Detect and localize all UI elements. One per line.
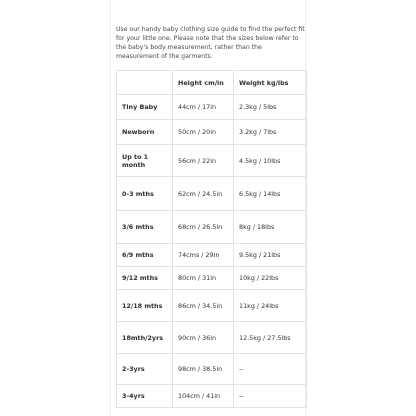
weight-cell: 3.2kg / 7lbs	[234, 120, 307, 145]
height-cell: 50cm / 20in	[173, 120, 234, 145]
size-cell: 0-3 mths	[117, 177, 173, 211]
height-cell: 90cm / 36in	[173, 322, 234, 354]
weight-cell: 9.5kg / 21lbs	[234, 244, 307, 267]
weight-cell: 6.5kg / 14lbs	[234, 177, 307, 211]
size-cell: 9/12 mths	[117, 267, 173, 290]
table-row	[117, 95, 307, 120]
weight-cell: 10kg / 22lbs	[234, 267, 307, 290]
table-row	[117, 145, 307, 177]
weight-cell: 4.5kg / 10lbs	[234, 145, 307, 177]
height-cell: 86cm / 34.5in	[173, 290, 234, 322]
size-cell: 6/9 mths	[117, 244, 173, 267]
size-cell: 2-3yrs	[117, 354, 173, 385]
table-row	[117, 290, 307, 322]
header-size	[117, 71, 173, 95]
weight-cell: 12.5kg / 27.5lbs	[234, 322, 307, 354]
table-row	[117, 244, 307, 267]
height-cell: 62cm / 24.5in	[173, 177, 234, 211]
table-row	[117, 211, 307, 244]
header-height: Height cm/in	[173, 71, 234, 95]
height-cell: 104cm / 41in	[173, 385, 234, 408]
size-cell: 3-4yrs	[117, 385, 173, 408]
table-row	[117, 177, 307, 211]
table-header-row	[117, 71, 307, 95]
weight-cell: --	[234, 354, 307, 385]
table-row	[117, 120, 307, 145]
size-cell: 3/6 mths	[117, 211, 173, 244]
weight-cell: 8kg / 18lbs	[234, 211, 307, 244]
height-cell: 56cm / 22in	[173, 145, 234, 177]
height-cell: 44cm / 17in	[173, 95, 234, 120]
height-cell: 74cms / 29in	[173, 244, 234, 267]
weight-cell: 2.3kg / 5lbs	[234, 95, 307, 120]
size-cell: 18mth/2yrs	[117, 322, 173, 354]
size-cell: Up to 1 month	[117, 145, 173, 177]
size-cell: Newborn	[117, 120, 173, 145]
weight-cell: 11kg / 24lbs	[234, 290, 307, 322]
height-cell: 68cm / 26.5in	[173, 211, 234, 244]
table-row	[117, 267, 307, 290]
intro-paragraph: Use our handy baby clothing size guide to find the perfect fit for your little one. Please note that the sizes below refer to the baby's body measurement, rather than the measurement of the garments.	[116, 26, 305, 60]
weight-cell: --	[234, 385, 307, 408]
table-row	[117, 385, 307, 408]
size-cell: Tiny Baby	[117, 95, 173, 120]
height-cell: 80cm / 31in	[173, 267, 234, 290]
table-row	[117, 322, 307, 354]
header-weight: Weight kg/lbs	[234, 71, 307, 95]
size-guide-table	[116, 70, 307, 408]
size-cell: 12/18 mths	[117, 290, 173, 322]
height-cell: 98cm / 38.5in	[173, 354, 234, 385]
table-row	[117, 354, 307, 385]
